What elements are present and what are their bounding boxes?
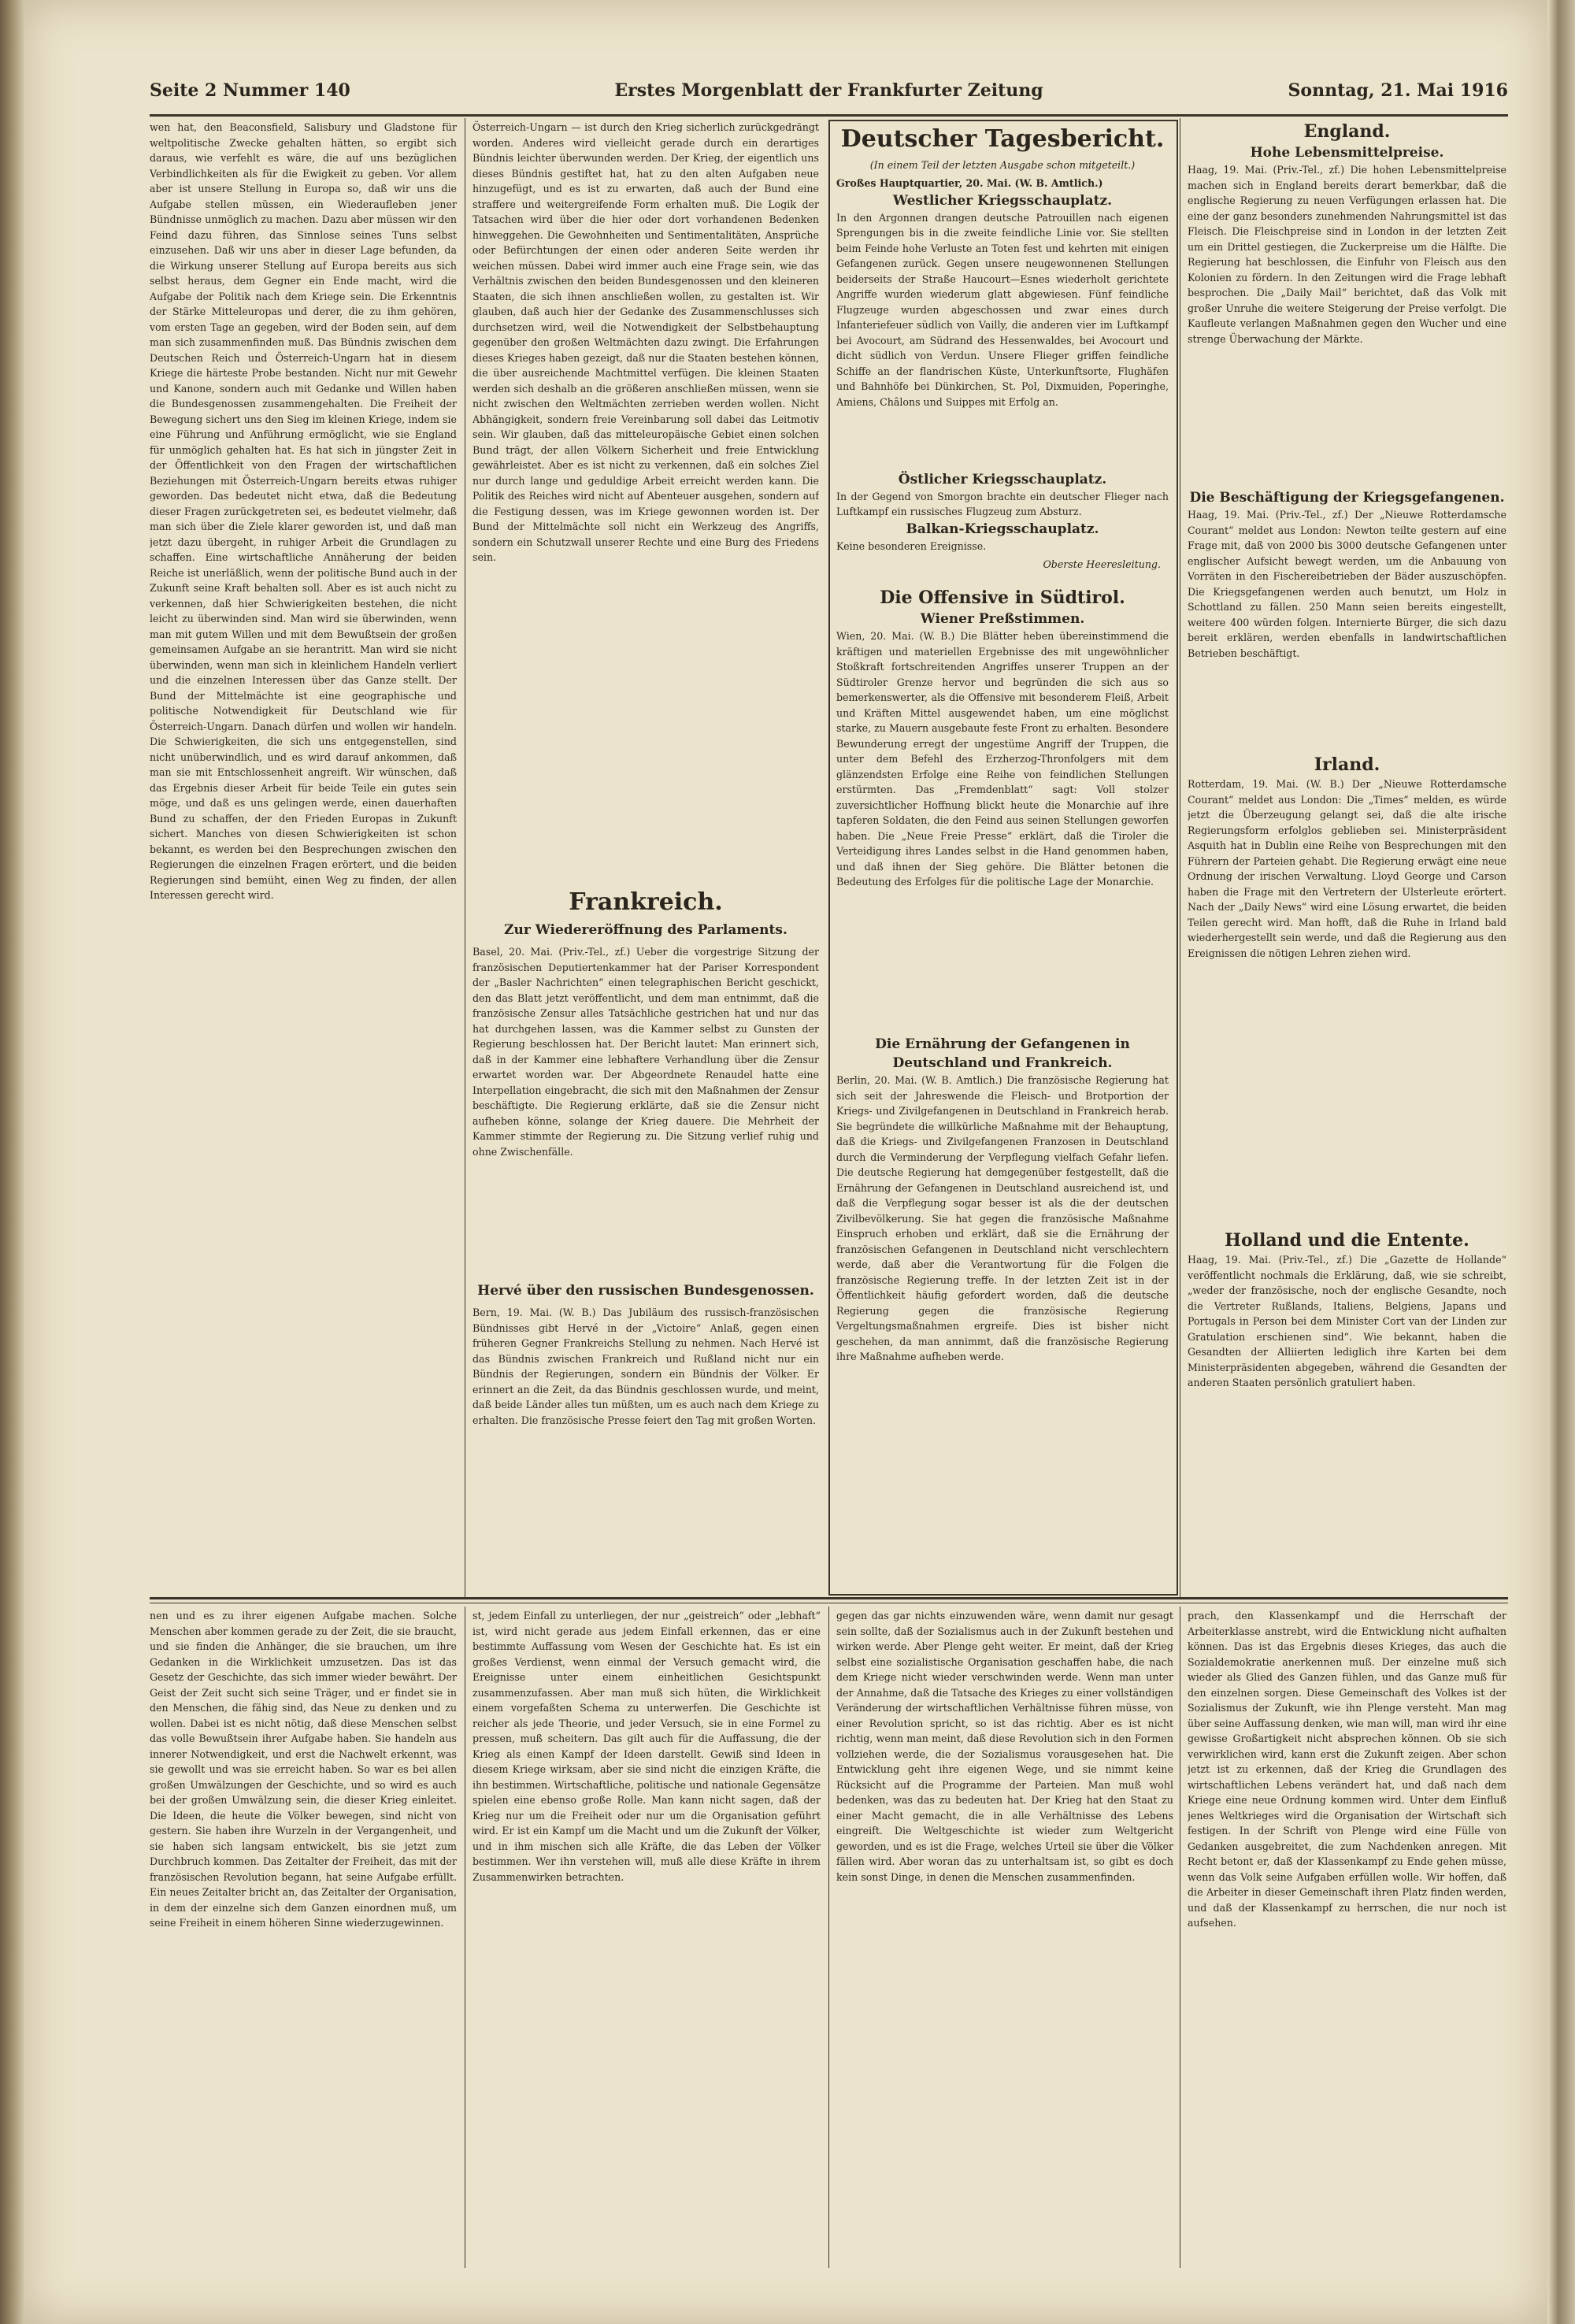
section-title-irland: Irland. [1314,754,1380,775]
subsection-title: Westlicher Kriegsschauplatz. [892,192,1113,209]
feuilleton-rule [150,1597,1508,1599]
newspaper-title: Erstes Morgenblatt der Frankfurter Zeitung [614,80,1043,101]
bulletin-note: (In einem Teil der letzten Ausgabe schon mitgeteilt.) [869,159,1136,171]
page-number: Seite 2 Nummer 140 [150,80,350,101]
section-title-france: Frankreich. [569,888,723,916]
column-1 [150,120,457,1600]
signature: Oberste Heeresleitung. [1043,558,1161,570]
column-3 [836,124,1169,1589]
article-text: Haag, 19. Mai. (Priv.-Tel., zf.) Der „Nieuwe Rotterdamsche Courant“ meldet aus London: Newton teilte gestern auf eine Frage mit, daß von 2000 bis 3000 deutsche Gefangenen unter englischer Aufsicht bewegt werden, um die Anbauung von Vorräten in den Fischereibetrieben der Bäder auszuschöpfen. Die Kriegsgefangenen werden auch benutzt, um Holz in Schottland zu fällen. 250 Mann seien bereits eingestellt, weitere 400 würden folgen. Internierte Bürger, die sich dazu bereit erklären, werden ebenfalls in landwirtschaftlichen Betrieben beschäftigt. [1188,509,1506,659]
feuilleton-text: nen und es zu ihrer eigenen Aufgabe machen. Solche Menschen aber kommen gerade zu der Zeit, die sie braucht, und sie finden die Anhänger, die sie brauchen, um ihre Gedanken in die Wirklichkeit umzusetzen. Das ist das Gesetz der Geschichte, das sich immer wieder bewährt. Der Geist der Zeit sucht sich seine Träger, und er findet sie in den Menschen, die fähig sind, das Neue zu denken und zu wollen. Dabei ist es nicht nötig, daß diese Menschen selbst das volle Bewußtsein ihrer Aufgabe haben. Sie handeln aus innerer Notwendigkeit, und erst die Nachwelt erkennt, was sie gewollt und was sie erreicht haben. So war es bei allen großen Umwälzungen der Geschichte, und so wird es auch bei der großen Umwälzung sein, die dieser Krieg einleitet. Die Ideen, die heute die Völker bewegen, sind nicht von gestern. Sie haben ihre Wurzeln in der Vergangenheit, und sie haben sich langsam entwickelt, bis sie jetzt zum Durchbruch kommen. Das Zeitalter der Freiheit, das mit der französischen Revolution begann, hat seine Aufgabe erfüllt. Ein neues Zeitalter bricht an, das Zeitalter der Organisation, in dem der einzelne sich dem Ganzen einordnen muß, um seine Freiheit in einem höheren Sinne wiederzugewinnen. [150,1610,457,1929]
section-title-england: England. [1303,121,1391,142]
book-binding [0,0,24,2324]
subsection-title: Östlicher Kriegsschauplatz. [898,471,1107,487]
feuilleton-text: st, jedem Einfall zu unterliegen, der nur „geistreich“ oder „lebhaft“ ist, wird nicht gerade aus jedem Einfall erkennen, das er eine bestimmte Auffassung vom Wesen der Geschichte hat. Es ist ein großes Verdienst, wenn einmal der Versuch gemacht wird, die Ereignisse unter einem einheitlichen Gesichtspunkt zusammenzufassen. Aber man muß sich hüten, die Wirklichkeit einem vorgefaßten Schema zu unterwerfen. Die Geschichte ist reicher als jede Theorie, und jeder Versuch, sie in eine Formel zu pressen, muß scheitern. Das gilt auch für die Auffassung, die der Krieg als einen Kampf der Ideen darstellt. Gewiß sind Ideen in diesem Kriege wirksam, aber sie sind nicht die einzigen Kräfte, die ihn bestimmen. Wirtschaftliche, politische und nationale Gegensätze spielen eine ebenso große Rolle. Man kann nicht sagen, daß der Krieg nur um die Freiheit oder nur um die Organisation geführt wird. Er ist ein Kampf um die Macht und um die Zukunft der Völker, und in ihm mischen sich alle Kräfte, die das Leben der Völker bestimmen. Wer ihn verstehen will, muß alle diese Kräfte in ihrem Zusammenwirken betrachten. [472,1610,821,1883]
subsection-title: Balkan-Kriegsschauplatz. [906,521,1099,537]
article-title: Hervé über den russischen Bundesgenossen. [477,1283,814,1299]
feuilleton-text: prach, den Klassenkampf und die Herrschaft der Arbeiterklasse anstrebt, wird die Entwicklung nicht aufhalten können. Das ist das Ergebnis dieses Krieges, das auch die Sozialdemokratie anerkennen muß. Der einzelne muß sich wieder als Glied des Ganzen fühlen, und das Ganze muß für den einzelnen sorgen. Diese Gemeinschaft des Volkes ist der Sozialismus der Zukunft, wie ihn Plenge versteht. Man mag über seine Auffassung denken, wie man will, man wird ihr eine gewisse Großartigkeit nicht absprechen können. Ob sie sich verwirklichen wird, kann erst die Zukunft zeigen. Aber schon jetzt ist zu erkennen, daß der Krieg die Grundlagen des wirtschaftlichen Lebens verändert hat, und daß nach dem Kriege eine neue Ordnung kommen wird. Unter dem Einfluß jenes Weltkrieges wird die Organisation der Wirtschaft sich festigen. In der Schrift von Plenge wird eine Fülle von Gedanken ausgebreitet, die zum Nachdenken anregen. Mit Recht betont er, daß der Klassenkampf zu Ende gehen müsse, wenn das Volk seine Aufgaben erfüllen wolle. Wir hoffen, daß die Arbeiter in dieser Gemeinschaft ihren Platz finden werden, und daß der Klassenkampf zu herrschen, die nur noch ist aufsehen. [1188,1610,1506,1929]
column-2 [472,120,819,1600]
report-text: In der Gegend von Smorgon brachte ein deutscher Flieger nach Luftkampf ein russisches Flugzeug zum Absturz. [836,490,1169,517]
column-4 [1188,120,1506,1600]
section-title-suedtirol: Die Offensive in Südtirol. [880,587,1125,608]
article-text: Basel, 20. Mai. (Priv.-Tel., zf.) Ueber die vorgestrige Sitzung der französischen Deputiertenkammer hat der Pariser Korrespondent der „Basler Nachrichten“ einen telegraphischen Bericht geschickt, den das Blatt jetzt veröffentlicht, und dem man entnimmt, daß die französische Zensur alles Tatsächliche gestrichen hat und nur das hat durchgehen lassen, was die Kammer selbst zu Gunsten der Regierung beschlossen hat. Der Bericht lautet: Man erinnert sich, daß in der Kammer eine lebhaftere Verhandlung über die Zensur erwartet worden war. Der Abgeordnete Renaudel hatte eine Interpellation eingebracht, die sich mit den Maßnahmen der Zensur beschäftigte. Die Regierung erklärte, daß sie die Zensur nicht aufheben könne, solange der Krieg dauere. Die Mehrheit der Kammer stimmte der Regierung zu. Die Sitzung verlief ruhig und ohne Zwischenfälle. [472,946,819,1158]
article-title: Hohe Lebensmittelpreise. [1250,145,1444,161]
article-title: Zur Wiedereröffnung des Parlaments. [504,922,788,938]
section-title-holland: Holland und die Entente. [1225,1230,1469,1251]
masthead [150,80,1508,112]
article-text: Berlin, 20. Mai. (W. B. Amtlich.) Die französische Regierung hat sich seit der Jahreswende die Fleisch- und Brotportion der Kriegs- und Zivilgefangenen in Deutschland in Frankreich herab. Sie begründete die willkürliche Maßnahme mit der Behauptung, daß die Kriegs- und Zivilgefangenen Franzosen in Deutschland durch die Verminderung der Verpflegung vielfach Gefahr liefen. Die deutsche Regierung hat demgegenüber festgestellt, daß die Ernährung der Gefangenen in Deutschland ausreichend ist, und daß die Verpflegung sogar besser ist als die der deutschen Zivilbevölkerung. Sie hat gegen die französische Maßnahme Einspruch erhoben und erklärt, daß sie die Ernährung der französischen Gefangenen in Deutschland nicht verschlechtern werde, daß aber die Verantwortung für die Folgen die französische Regierung treffe. In der letzten Zeit ist in der Öffentlichkeit häufig gefordert worden, daß die deutsche Regierung gegen die französische Regierung Vergeltungsmaßnahmen ergreife. Dies ist bisher nicht geschehen, da man annimmt, daß die französische Regierung ihre Maßnahme aufheben werde. [836,1074,1169,1362]
page-edge [1547,0,1575,2324]
article-text: Bern, 19. Mai. (W. B.) Das Jubiläum des russisch-französischen Bündnisses gibt Hervé in der „Victoire“ Anlaß, gegen einen früheren Gegner Frankreichs Stellung zu nehmen. Nach Hervé ist das Bündnis zwischen Frankreich und Rußland nicht nur ein Bündnis der Regierungen, sondern ein Bündnis der Völker. Er erinnert an die Zeit, da das Bündnis geschlossen wurde, und meint, daß beide Länder alles tun müßten, um es auch nach dem Kriege zu erhalten. Die französische Presse feiert den Tag mit großen Worten. [472,1307,819,1426]
section-title-tagesbericht: Deutscher Tagesbericht. [840,125,1165,153]
article-text: Haag, 19. Mai. (Priv.-Tel., zf.) Die „Gazette de Hollande“ veröffentlicht nochmals die Erklärung, daß, wie sie schreibt, „weder der französische, noch der englische Gesandte, noch die Vertreter Rußlands, Italiens, Belgiens, Japans und Portugals in Person bei dem Minister Cort van der Linden zur Gratulation erschienen sind“. Wie bekannt, haben die Gesandten der Alliierten lediglich ihre Karten bei dem Ministerpräsidenten abgegeben, während die Gesandten der anderen Staaten persönlich gratuliert haben. [1188,1254,1506,1388]
article-text: Österreich-Ungarn — ist durch den Krieg sicherlich zurückgedrängt worden. Anderes wird vielleicht gerade durch ein derartiges Bündnis leichter überwunden werden. Der Krieg, der eigentlich uns dieses Bündnis gestiftet hat, hat zu den alten Aufgaben neue hinzugefügt, und es ist zu erwarten, daß auch der Bund eine straffere und weitergreifende Form erhalten muß. Die Logik der Tatsachen wird über die hier oder dort vorhandenen Bedenken hinweggehen. Die Gewohnheiten und Sentimentalitäten, Ansprüche oder Befürchtungen der einen oder anderen Seite werden ihr weichen müssen. Dabei wird immer auch eine Frage sein, wie das Verhältnis zwischen den beiden Bundesgenossen und den kleineren Staaten, die sich ihnen anschließen wollen, zu gestalten ist. Wir glauben, daß auch hier der Gedanke des Zusammenschlusses sich durchsetzen wird, weil die Notwendigkeit der Selbstbehauptung gegenüber den großen Weltmächten dazu zwingt. Die Erfahrungen dieses Krieges haben gezeigt, daß nur die Staaten bestehen können, die über ausreichende Machtmittel verfügen. Die kleinen Staaten werden sich deshalb an die größeren anschließen müssen, wenn sie nicht zwischen den Weltmächten zerrieben werden wollen. Nicht Abhängigkeit, sondern freie Vereinbarung soll dabei das Leitmotiv sein. Wir glauben, daß das mitteleuropäische Gebiet einen solchen Bund trägt, der allen Völkern Sicherheit und freie Entwicklung gewährleistet. Aber es ist nicht zu verkennen, daß ein solches Ziel nur durch lange und geduldige Arbeit erreicht werden kann. Die Politik des Reiches wird nicht auf Abenteuer ausgehen, sondern auf die Festigung dessen, was im Kriege gewonnen worden ist. Der Bund der Mittelmächte soll nicht ein Werkzeug des Angriffs, sondern ein Schutzwall unserer Rechte und eine Burg des Friedens sein. [472,121,819,563]
dateline: Großes Hauptquartier, 20. Mai. (W. B. Amtlich.) [836,177,1103,189]
issue-date: Sonntag, 21. Mai 1916 [1288,80,1508,101]
article-title: Wiener Preßstimmen. [920,611,1085,627]
article-title: Die Ernährung der Gefangenen in Deutschland und Frankreich. [875,1036,1130,1071]
masthead-rule [150,114,1508,117]
feuilleton-text: gegen das gar nichts einzuwenden wäre, wenn damit nur gesagt sein sollte, daß der Sozialismus auch in der Zukunft bestehen und wirken werde. Aber Plenge geht weiter. Er meint, daß der Krieg selbst eine sozialistische Organisation geschaffen habe, die nach dem Kriege nicht wieder verschwinden werde. Wenn man unter der Annahme, daß die Tatsache des Krieges zu einer vollständigen Veränderung der wirtschaftlichen Verhältnisse führen müsse, von einer Revolution spricht, so ist das richtig. Aber es ist nicht richtig, wenn man meint, daß diese Revolution sich in den Formen vollziehen werde, die der Sozialismus vorausgesehen hat. Die Entwicklung geht ihre eigenen Wege, und sie nimmt keine Rücksicht auf die Programme der Parteien. Man muß wohl bedenken, was das zu bedeuten hat. Der Krieg hat den Staat zu einer Macht gemacht, die in alle Verhältnisse des Lebens eingreift. Die Weltgeschichte ist wieder zum Weltgericht geworden, und es ist die Frage, welches Urteil sie über die Völker fällen wird. Aber woran das zu unterhaltsam ist, so gibt es doch kein sonst Dinge, in denen die Menschen zusammenfinden. [836,1610,1173,1883]
feuilleton-column-2 [472,1608,821,2268]
article-text: Rotterdam, 19. Mai. (W. B.) Der „Nieuwe Rotterdamsche Courant“ meldet aus London: Die „Times“ melden, es würde jetzt die Überzeugung gelangt sei, daß die alte irische Regierungsform erfolglos geblieben sei. Ministerpräsident Asquith hat in Dublin eine Reihe von Besprechungen mit den Führern der Parteien gehabt. Die Regierung erwägt eine neue Ordnung der irischen Verwaltung. Lloyd George und Carson haben die Frage mit den Vertretern der Ulsterleute erörtert. Nach der „Daily News“ wird eine Lösung erwartet, die beiden Teilen gerecht wird. Man hofft, daß die Ruhe in Irland bald wiederhergestellt sein werde, und daß die Regierung aus den Ereignissen die nötigen Lehren ziehen wird. [1188,778,1506,959]
article-title: Die Beschäftigung der Kriegsgefangenen. [1189,490,1505,506]
article-text: wen hat, den Beaconsfield, Salisbury und Gladstone für weltpolitische Zwecke gehalten hätten, so ergibt sich daraus, wie verfehlt es wäre, die auf uns bezüglichen Verbindlichkeiten als für die Ewigkeit zu geben. Vor allem aber ist unsere Stellung in Europa so, daß wir uns die Aufgabe stellen müssen, ein Wiederaufleben jener Bündnisse unmöglich zu machen. Dazu aber müssen wir den Feind dazu führen, das Sinnlose seines Tuns selbst einzusehen. Daß wir uns aber in dieser Lage befunden, da die Wirkung unserer Stellung auf Europa bereits aus sich selbst heraus, dem Gegner ein Ende macht, wird die Aufgabe der Politik nach dem Kriege sein. Die Erkenntnis der Stärke Mitteleuropas und derer, die zu ihm gehören, vom ersten Tage an gegeben, wird der Boden sein, auf dem man sich zusammenfinden muß. Das Bündnis zwischen dem Deutschen Reich und Österreich-Ungarn hat in diesem Kriege die härteste Probe bestanden. Nicht nur mit Gewehr und Kanone, sondern auch mit Gedanke und Willen haben die Bundesgenossen zusammengehalten. Die Freiheit der Bewegung sichert uns den Sieg im kleinen Kriege, indem sie eine Führung und Anführung ermöglicht, wie sie England für unmöglich gehalten hat. Es hat sich in jüngster Zeit in der Öffentlichkeit von den Fragen der wirtschaftlichen Beziehungen mit Österreich-Ungarn bereits etwas ruhiger geworden. Das bedeutet nicht etwa, daß die Bedeutung dieser Fragen zurückgetreten sei, es bedeutet vielmehr, daß man sich über die Ziele klarer geworden ist, und daß man jetzt dazu übergeht, in ruhiger Arbeit die Grundlagen zu schaffen. Eine wirtschaftliche Annäherung der beiden Reiche ist unerläßlich, wenn der politische Bund auch in der Zukunft seine Kraft behalten soll. Aber es ist auch nicht zu verkennen, daß hier Schwierigkeiten bestehen, die nicht leicht zu überwinden sind. Man wird sie überwinden, wenn man mit gutem Willen und mit dem Bewußtsein der großen gemeinsamen Aufgabe an sie herantritt. Man wird sie nicht überwinden, wenn man sich in kleinlichem Handeln verliert und die einzelnen Interessen über das Ganze stellt. Der Bund der Mittelmächte ist eine geographische und politische Notwendigkeit für Deutschland wie für Österreich-Ungarn. Danach dürfen und wollen wir handeln. Die Schwierigkeiten, die sich uns entgegenstellen, sind nicht unüberwindlich, und es wird darauf ankommen, daß man sie mit Entschlossenheit angreift. Wir wünschen, daß das Ergebnis dieser Arbeit für beide Teile ein gutes sein möge, und daß es uns gelingen werde, einen dauerhaften Bund zu schaffen, der den Frieden Europas in Zukunft sichert. Manches von diesen Schwierigkeiten ist schon bekannt, es werden bei den Besprechungen zwischen den Regierungen die einzelnen Fragen erörtert, und die beiden Regierungen sind bemüht, einen Weg zu finden, der allen Interessen gerecht wird. [150,121,457,901]
column-rule [828,1607,829,2268]
feuilleton-column-3 [836,1608,1173,2268]
report-text: Keine besonderen Ereignisse. [836,539,987,552]
feuilleton-column-4 [1188,1608,1506,2268]
report-text: In den Argonnen drangen deutsche Patrouillen nach eigenen Sprengungen bis in die zweite feindliche Linie vor. Sie stellten beim Feinde hohe Verluste an Toten fest und kehrten mit einigen Gefangenen zurück. Gegen unsere neugewonnenen Stellungen beiderseits der Straße Haucourt—Esnes wiederholt gerichtete Angriffe wurden wiederum glatt abgewiesen. Fünf feindliche Flugzeuge wurden abgeschossen und zwar eines durch Infanteriefeuer südlich von Vailly, die anderen vier im Luftkampf bei Avocourt, am Südrand des Hessenwaldes, bei Avocourt und dicht südlich von Verdun. Unsere Flieger griffen feindliche Schiffe an der flandrischen Küste, Unterkunftsorte, Flughäfen und Bahnhöfe bei Dünkirchen, St. Pol, Dixmuiden, Poperinghe, Amiens, Châlons und Suippes mit Erfolg an. [836,211,1169,408]
article-text: Wien, 20. Mai. (W. B.) Die Blätter heben übereinstimmend die kräftigen und materiellen Ergebnisse des mit ungewöhnlicher Stoßkraft fortschreitenden Angriffes unserer Truppen an der Südtiroler Grenze hervor und begründen die sich aus so bemerkenswerter, als die Offensive mit besonderem Fleiß, Arbeit und Kräften Mittel ausgewendet haben, um eine möglichst starke, zu Mauern ausgebaute feste Front zu erhalten. Besondere Bewunderung erregt der ungestüme Angriff der Truppen, die unter dem Befehl des Erzherzog-Thronfolgers mit dem glänzendsten Erfolge eine Reihe von feindlichen Stellungen erstürmten. Das „Fremdenblatt“ sagt: Voll stolzer zuversichtlicher Hoffnung blickt heute die Monarchie auf ihre tapferen Soldaten, die den Feind aus seinen Stellungen geworfen haben. Die „Neue Freie Presse“ erklärt, daß die Tiroler die Verteidigung ihres Landes selbst in die Hand genommen haben, und daß ihnen der Sieg gehöre. Die Blätter betonen die Bedeutung des Erfolges für die politische Lage der Monarchie. [836,630,1169,888]
article-text: Haag, 19. Mai. (Priv.-Tel., zf.) Die hohen Lebensmittelpreise machen sich in England bereits derart bemerkbar, daß die englische Regierung zu neuen Verfügungen erlassen hat. Die eine der ganz besonders zunehmenden Nahrungsmittel ist das Fleisch. Die Fleischpreise sind in London in der letzten Zeit um ein Drittel gestiegen, die Zuckerpreise um die Hälfte. Die Regierung hat beschlossen, die Einfuhr von Fleisch aus den Kolonien zu fördern. In den Zeitungen wird die Frage lebhaft besprochen. Die „Daily Mail“ berichtet, daß das Volk mit großer Unruhe die weitere Steigerung der Preise verfolgt. Die Kaufleute verlangen Maßnahmen gegen den Wucher und eine strenge Überwachung der Märkte. [1188,164,1506,345]
feuilleton-column-1 [150,1608,457,2268]
